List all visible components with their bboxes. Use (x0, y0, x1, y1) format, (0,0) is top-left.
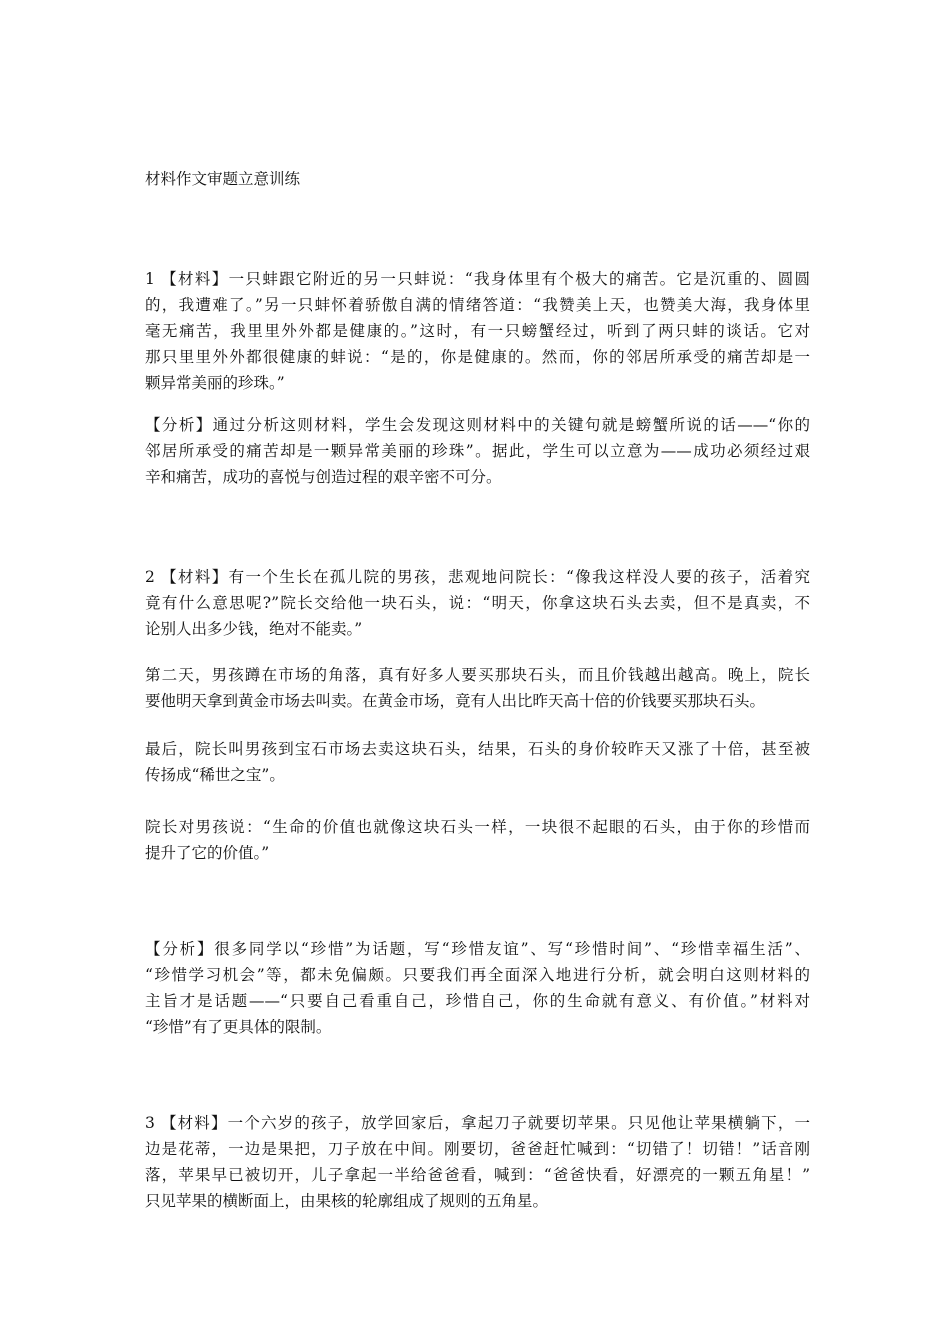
text-line: 1 【材料】一只蚌跟它附近的另一只蚌说：“我身体里有个极大的痛苦。它是沉重的、圆圆 (145, 270, 810, 288)
text-line: 边是花蒂，一边是果把，刀子放在中间。刚要切，爸爸赶忙喊到：“切错了！切错！”话音刚 (145, 1140, 810, 1158)
text-line: 颗异常美丽的珍珠。” (145, 374, 285, 392)
document-title: 材料作文审题立意训练 (145, 170, 301, 188)
text-line: 落，苹果早已被切开，儿子拿起一半给爸爸看，喊到：“爸爸快看，好漂亮的一颗五角星！” (145, 1166, 810, 1184)
text-line: 论别人出多少钱，绝对不能卖。” (145, 620, 363, 638)
paragraph-next-day (145, 662, 810, 714)
paragraph-material-1 (145, 266, 810, 396)
text-line: 传扬成“稀世之宝”。 (145, 766, 285, 784)
text-line: 毫无痛苦，我里里外外都是健康的。”这时，有一只螃蟹经过，听到了两只蚌的谈话。它对 (145, 322, 810, 340)
paragraph-finally (145, 736, 810, 788)
paragraph-analysis-2 (145, 936, 810, 1040)
text-line: 2 【材料】有一个生长在孤儿院的男孩，悲观地问院长：“像我这样没人要的孩子，活着究 (145, 568, 810, 586)
paragraph-material-2 (145, 564, 810, 642)
text-line: 主旨才是话题——“只要自己看重自己，珍惜自己，你的生命就有意义、有价值。”材料对 (145, 992, 810, 1010)
text-line: 最后，院长叫男孩到宝石市场去卖这块石头，结果，石头的身价较昨天又涨了十倍，甚至被 (145, 740, 810, 758)
text-line: 3 【材料】一个六岁的孩子，放学回家后，拿起刀子就要切苹果。只见他让苹果横躺下，一 (145, 1114, 810, 1132)
paragraph-director (145, 814, 810, 866)
text-line: 辛和痛苦，成功的喜悦与创造过程的艰辛密不可分。 (145, 468, 502, 486)
text-line: “珍惜学习机会”等，都未免偏颇。只要我们再全面深入地进行分析，就会明白这则材料的 (145, 966, 810, 984)
text-line: 只见苹果的横断面上，由果核的轮廓组成了规则的五角星。 (145, 1192, 549, 1210)
text-line: 【分析】通过分析这则材料，学生会发现这则材料中的关键句就是螃蟹所说的话——“你的 (145, 416, 810, 434)
text-line: 那只里里外外都很健康的蚌说：“是的，你是健康的。然而，你的邻居所承受的痛苦却是一 (145, 348, 810, 366)
text-line: 邻居所承受的痛苦却是一颗异常美丽的珍珠”。据此，学生可以立意为——成功必须经过艰 (145, 442, 810, 460)
text-line: 院长对男孩说：“生命的价值也就像这块石头一样，一块很不起眼的石头，由于你的珍惜而 (145, 818, 810, 836)
text-line: 的，我遭难了。”另一只蚌怀着骄傲自满的情绪答道：“我赞美上天，也赞美大海，我身体里 (145, 296, 810, 314)
text-line: 【分析】很多同学以“珍惜”为话题，写“珍惜友谊”、写“珍惜时间”、“珍惜幸福生活”、 (145, 940, 810, 958)
text-line: “珍惜”有了更具体的限制。 (145, 1018, 332, 1036)
text-line: 竟有什么意思呢?”院长交给他一块石头，说：“明天，你拿这块石头去卖，但不是真卖，不 (145, 594, 810, 612)
text-line: 第二天，男孩蹲在市场的角落，真有好多人要买那块石头，而且价钱越出越高。晚上，院长 (145, 666, 810, 684)
text-line: 提升了它的价值。” (145, 844, 270, 862)
paragraph-analysis-1 (145, 412, 810, 490)
text-line: 要他明天拿到黄金市场去叫卖。在黄金市场，竟有人出比昨天高十倍的价钱要买那块石头。 (145, 692, 766, 710)
paragraph-material-3 (145, 1110, 810, 1214)
